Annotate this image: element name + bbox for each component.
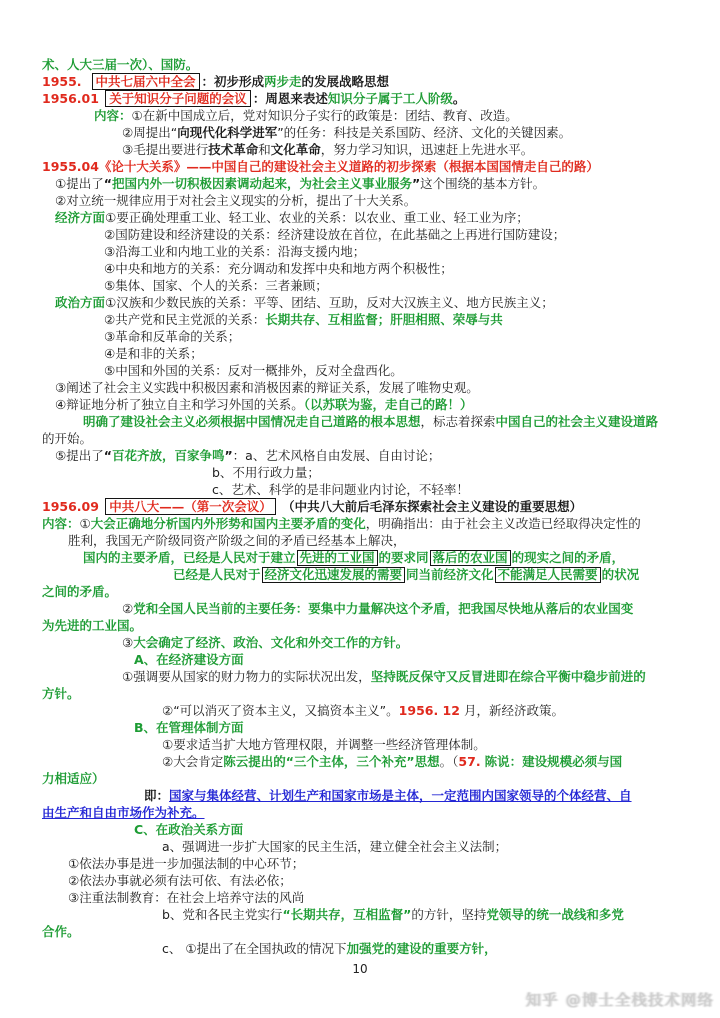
text-span: 百花齐放，百家争鸣 <box>111 448 225 463</box>
text-span: ：a、艺术风格自由发展、自由讨论； <box>232 448 441 463</box>
text-span: 和 <box>258 142 271 157</box>
text-span: 这个围绕的基本方针。 <box>420 176 546 191</box>
text-span: 之间的矛盾。 <box>42 584 118 599</box>
text-span: ①依法办事是进一步加强法制的中心环节； <box>68 856 305 871</box>
text-line <box>42 515 686 532</box>
text-span: ②大会肯定 <box>162 754 224 769</box>
text-span: ③沿海工业和内地工业的关系：沿海支援内地； <box>104 244 366 259</box>
text-span: ① <box>79 516 91 531</box>
text-line <box>42 668 686 685</box>
text-span: 内容： <box>94 108 132 123</box>
text-span: c、艺术、科学的是非问题业内讨论，不轻率！ <box>212 482 469 497</box>
text-span: C、在政治关系方面 <box>134 822 244 837</box>
text-span: 经济方面 <box>55 210 106 225</box>
boxed-term: 中共八大——（第一次会议） <box>105 498 276 515</box>
text-span: ” <box>224 448 233 463</box>
text-span: 党领导的统一战线和多党 <box>486 907 624 922</box>
text-line <box>42 685 686 702</box>
text-span: 党和全国人民当前的主要任务：要集中力量解决这个矛盾，把我国尽快地从落后的农业国变 <box>133 601 634 616</box>
text-span: ①要正确处理重工业、轻工业、农业的关系：以农业、重工业、轻工业为序； <box>105 210 529 225</box>
text-span: （以苏联为鉴，走自己的路！） <box>303 397 473 412</box>
text-span: 1956.01 <box>42 91 104 106</box>
text-line <box>42 226 686 243</box>
text-span: ，标志着探索 <box>420 414 496 429</box>
text-line <box>42 158 686 175</box>
text-span: ③毛提出要进行 <box>122 142 209 157</box>
text-line <box>42 175 686 192</box>
text-line <box>42 821 686 838</box>
text-line <box>42 702 686 719</box>
text-span: 明确了建设社会主义必须根据中国情况走自己道路的根本思想 <box>83 414 421 429</box>
text-line <box>42 209 686 226</box>
text-line <box>42 107 686 124</box>
text-line <box>42 294 686 311</box>
text-span: 即： <box>144 788 170 803</box>
text-span: ②共产党和民主党派的关系： <box>104 312 266 327</box>
text-line <box>42 634 686 651</box>
page-number: 10 <box>352 962 368 976</box>
text-line <box>42 753 686 770</box>
text-span: 同当前经济文化 <box>406 567 494 582</box>
text-line <box>42 90 686 107</box>
text-span: “长期共存，互相监督” <box>282 907 412 922</box>
text-span: c、 ①提出了在全国执政的情况下 <box>162 941 347 956</box>
text-span: b、党和各民主党实行 <box>162 907 283 922</box>
text-span: ”的任务：科技是关系国防、经济、文化的关键因素。 <box>277 125 572 140</box>
text-span: ①在新中国成立后，党对知识分子实行的政策是：团结、教育、改造。 <box>131 108 518 123</box>
boxed-term: 经济文化迅速发展的需要 <box>262 567 406 583</box>
text-span: 1956.09 <box>42 499 104 514</box>
text-span: ⑤集体、国家、个人的关系：三者兼顾； <box>104 278 328 293</box>
text-span: ②对立统一规律应用于对社会主义现实的分析，提出了十大关系。 <box>55 193 417 208</box>
boxed-term: 关于知识分子问题的会议 <box>105 90 251 107</box>
text-line <box>42 855 686 872</box>
text-line <box>42 277 686 294</box>
text-line <box>42 566 686 583</box>
text-span: ③ <box>122 635 134 650</box>
text-span: 陈云提出的“三个主体，三个补充”思想 <box>223 754 440 769</box>
text-span: 胜利，我国无产阶级同资产阶级之间的矛盾已经基本上解决， <box>68 533 406 548</box>
text-span <box>82 74 90 89</box>
text-line <box>42 719 686 736</box>
text-span: ④是和非的关系； <box>104 346 203 361</box>
text-span: ” <box>411 176 421 191</box>
text-span: 的开始。 <box>42 431 93 446</box>
text-span: 的发展战略思想 <box>301 74 390 89</box>
text-line <box>42 345 686 362</box>
text-span: 国家与集体经营、计划生产和国家市场是主体，一定范围内国家领导的个体经营、自 <box>169 788 632 803</box>
text-span: A、在经济建设方面 <box>134 652 244 667</box>
text-line <box>42 430 686 447</box>
text-span: 加强党的建设的重要方针， <box>346 941 497 956</box>
text-span: 合作。 <box>42 924 80 939</box>
text-span: 内容： <box>42 516 80 531</box>
text-line <box>42 311 686 328</box>
text-span: ：周恩来表述 <box>252 91 328 106</box>
text-line <box>42 617 686 634</box>
text-span: 中国自己的社会主义建设道路 <box>495 414 659 429</box>
text-line <box>42 600 686 617</box>
text-line <box>42 243 686 260</box>
text-span: ，努力学习知识，迅速赶上先进水平。 <box>320 142 534 157</box>
text-line <box>42 906 686 923</box>
text-span: 陈说：建设规模必须与国 <box>484 754 623 769</box>
boxed-term: 中共七届六中全会 <box>92 73 200 90</box>
text-span: 。（ <box>439 754 459 769</box>
text-line <box>42 498 686 515</box>
text-line <box>42 889 686 906</box>
boxed-term: 不能满足人民需要 <box>495 567 601 583</box>
text-span: 技术革命 <box>208 142 259 157</box>
text-line <box>42 464 686 481</box>
text-span: 坚持既反保守又反冒进即在综合平衡中稳步前进的 <box>370 669 646 684</box>
text-line <box>42 192 686 209</box>
text-span: a、强调进一步扩大国家的民主生活，建立健全社会主义法制； <box>162 839 508 854</box>
text-span: B、在管理体制方面 <box>134 720 244 735</box>
text-span: 大会正确地分析国内外形势和国内主要矛盾的变化 <box>90 516 366 531</box>
text-span: ①要求适当扩大地方管理权限，并调整一些经济管理体制。 <box>162 737 486 752</box>
text-line <box>42 481 686 498</box>
text-line <box>42 362 686 379</box>
text-span: 1955. <box>42 74 82 89</box>
text-span: 长期共存、互相监督；肝胆相照、荣辱与共 <box>265 312 503 327</box>
text-span: 向现代化科学进军 <box>177 125 278 140</box>
text-span: ④辩证地分析了独立自主和学习外国的关系。 <box>55 397 304 412</box>
text-span: 。 <box>452 91 466 106</box>
text-span: b、不用行政力量； <box>212 465 320 480</box>
text-span: “ <box>103 448 112 463</box>
text-span: 57. <box>458 754 481 769</box>
text-span: （中共八大前后毛泽东探索社会主义建设的重要思想） <box>277 499 583 514</box>
text-span: 的方针，坚持 <box>411 907 487 922</box>
text-line <box>42 583 686 600</box>
boxed-term: 落后的农业国 <box>430 550 511 566</box>
text-span: 大会确定了经济、政治、文化和外交工作的方针。 <box>133 635 409 650</box>
text-line <box>42 73 686 90</box>
text-span: ①汉族和少数民族的关系：平等、团结、互助，反对大汉族主义、地方民族主义； <box>105 295 554 310</box>
text-span: 由生产和自由市场作为补充。 <box>42 805 205 820</box>
text-span: ：初步形成 <box>201 74 265 89</box>
text-span: ⑤中国和外国的关系：反对一概排外，反对全盘西化。 <box>104 363 403 378</box>
text-line <box>42 56 686 73</box>
text-span: 已经是人民对于 <box>173 567 261 582</box>
text-span: 1955.04《论十大关系》——中国自己的建设社会主义道路的初步探索（根据本国国情走自己的路） <box>42 159 599 174</box>
zhihu-watermark: 知乎 @博士全栈技术网络 <box>525 991 714 1009</box>
text-span: ②国防建设和经济建设的关系：经济建设放在首位，在此基础之上再进行国防建设； <box>104 227 566 242</box>
text-line <box>42 396 686 413</box>
text-line <box>42 379 686 396</box>
text-span: 方针。 <box>42 686 80 701</box>
text-line <box>42 787 686 804</box>
text-line <box>42 532 686 549</box>
text-span: ，明确指出：由于社会主义改造已经取得决定性的 <box>365 516 641 531</box>
boxed-term: 先进的工业国 <box>297 550 378 566</box>
text-line <box>42 940 686 957</box>
text-span: ②“可以消灭了资本主义，又搞资本主义”。 <box>162 703 399 718</box>
text-line <box>42 838 686 855</box>
text-span: 知识分子属于工人阶级 <box>327 91 453 106</box>
text-span: 的现实之间的矛盾， <box>511 550 625 565</box>
text-line <box>42 770 686 787</box>
text-span: 的状况 <box>601 567 640 582</box>
text-line <box>42 872 686 889</box>
text-span: ③阐述了社会主义实践中积极因素和消极因素的辩证关系，发展了唯物史观。 <box>55 380 479 395</box>
text-span: 文化革命 <box>270 142 321 157</box>
text-line <box>42 447 686 464</box>
text-span: ⑤提出了 <box>55 448 104 463</box>
text-span: ③革命和反革命的关系； <box>104 329 241 344</box>
text-line <box>42 923 686 940</box>
text-line <box>42 328 686 345</box>
text-span: 月，新经济政策。 <box>459 703 564 718</box>
text-line <box>42 804 686 821</box>
text-span: 1956. 12 <box>398 703 460 718</box>
text-span: ② <box>122 601 134 616</box>
text-span: 为先进的工业国。 <box>42 618 143 633</box>
text-span: ②依法办事就必须有法可依、有法必依； <box>68 873 292 888</box>
text-span: 的要求同 <box>378 550 429 565</box>
text-span: 术、人大三届一次）、国防。 <box>42 57 199 72</box>
text-line <box>42 651 686 668</box>
text-span: 力相适应） <box>42 771 105 786</box>
text-span: 政治方面 <box>55 295 106 310</box>
text-span: ①提出了 <box>55 176 104 191</box>
text-line <box>42 124 686 141</box>
text-span: 两步走 <box>264 74 302 89</box>
text-line <box>42 549 686 566</box>
text-line <box>42 260 686 277</box>
text-line <box>42 413 686 430</box>
text-span: ③注重法制教育：在社会上培养守法的风尚 <box>68 890 305 905</box>
text-line <box>42 736 686 753</box>
text-span: ②周提出“ <box>122 125 178 140</box>
text-line <box>42 141 686 158</box>
text-span: 把国内外一切积极因素调动起来，为社会主义事业服务 <box>111 176 412 191</box>
text-span: ④中央和地方的关系：充分调动和发挥中央和地方两个积极性； <box>104 261 453 276</box>
text-span: “ <box>103 176 112 191</box>
text-span: ①强调要从国家的财力物力的实际状况出发， <box>122 669 371 684</box>
text-span: 国内的主要矛盾，已经是人民对于建立 <box>83 550 296 565</box>
